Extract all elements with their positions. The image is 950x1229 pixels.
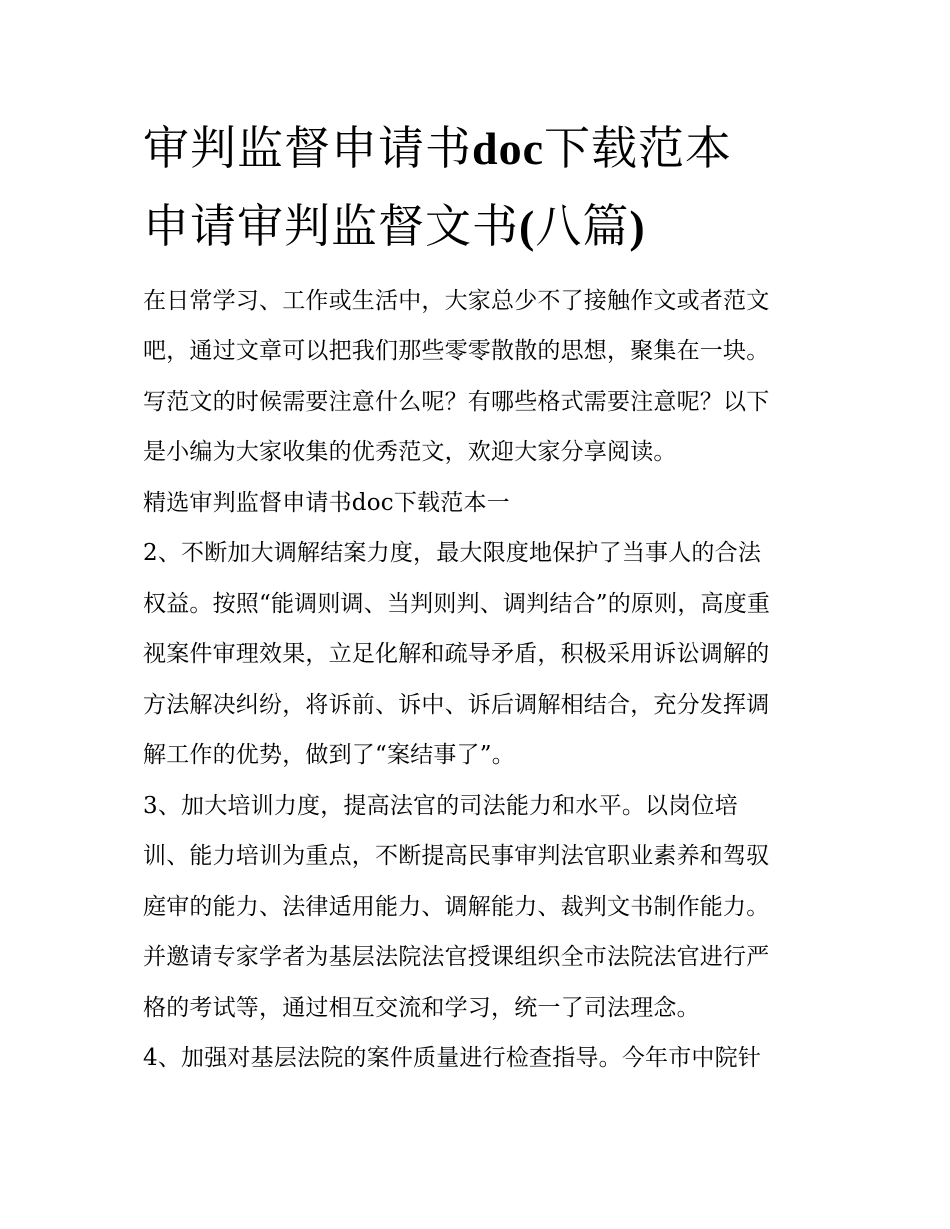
title-bold-text: ( [519, 201, 536, 252]
body-line: 方法解决纠纷，将诉前、诉中、诉后调解相结合，充分发挥调 [143, 692, 770, 718]
title-bold-text: doc [472, 123, 544, 174]
body-line: 视案件审理效果，立足化解和疏导矛盾，积极采用诉讼调解的 [143, 641, 770, 667]
body-line: 权益。按照“能调则调、当判则判、调判结合”的原则，高度重 [143, 591, 771, 617]
title-text: 八篇 [535, 199, 630, 253]
document-title-line-2 [143, 196, 843, 257]
body-line: 训、能力培训为重点，不断提高民事审判法官职业素养和驾驭 [143, 843, 770, 869]
body-line: 吧，通过文章可以把我们那些零零散散的思想，聚集在一块。 [143, 338, 770, 364]
body-line: 在日常学习、工作或生活中，大家总少不了接触作文或者范文 [143, 288, 770, 314]
body-line: 3、加大培训力度，提高法官的司法能力和水平。以岗位培 [143, 793, 738, 819]
title-bold-text: ) [629, 201, 646, 252]
body-line: 4、加强对基层法院的案件质量进行检查指导。今年市中院针 [143, 1045, 762, 1071]
title-text: 申请审判监督文书 [143, 199, 519, 253]
title-text: 下载范本 [544, 121, 732, 175]
body-line: 格的考试等，通过相互交流和学习，统一了司法理念。 [143, 995, 700, 1021]
body-line: 2、不断加大调解结案力度，最大限度地保护了当事人的合法 [143, 540, 762, 566]
body-line: 是小编为大家收集的优秀范文，欢迎大家分享阅读。 [143, 439, 677, 465]
body-line: 并邀请专家学者为基层法院法官授课组织全市法院法官进行严 [143, 944, 770, 970]
body-line: 解工作的优势，做到了“案结事了”。 [143, 742, 515, 768]
section-heading: 精选审判监督申请书doc下载范本一 [143, 490, 510, 516]
title-text: 审判监督申请书 [143, 121, 472, 175]
body-line: 写范文的时候需要注意什么呢？有哪些格式需要注意呢？以下 [143, 389, 770, 415]
body-line: 庭审的能力、法律适用能力、调解能力、裁判文书制作能力。 [143, 894, 770, 920]
document-title-line-1 [143, 118, 843, 179]
